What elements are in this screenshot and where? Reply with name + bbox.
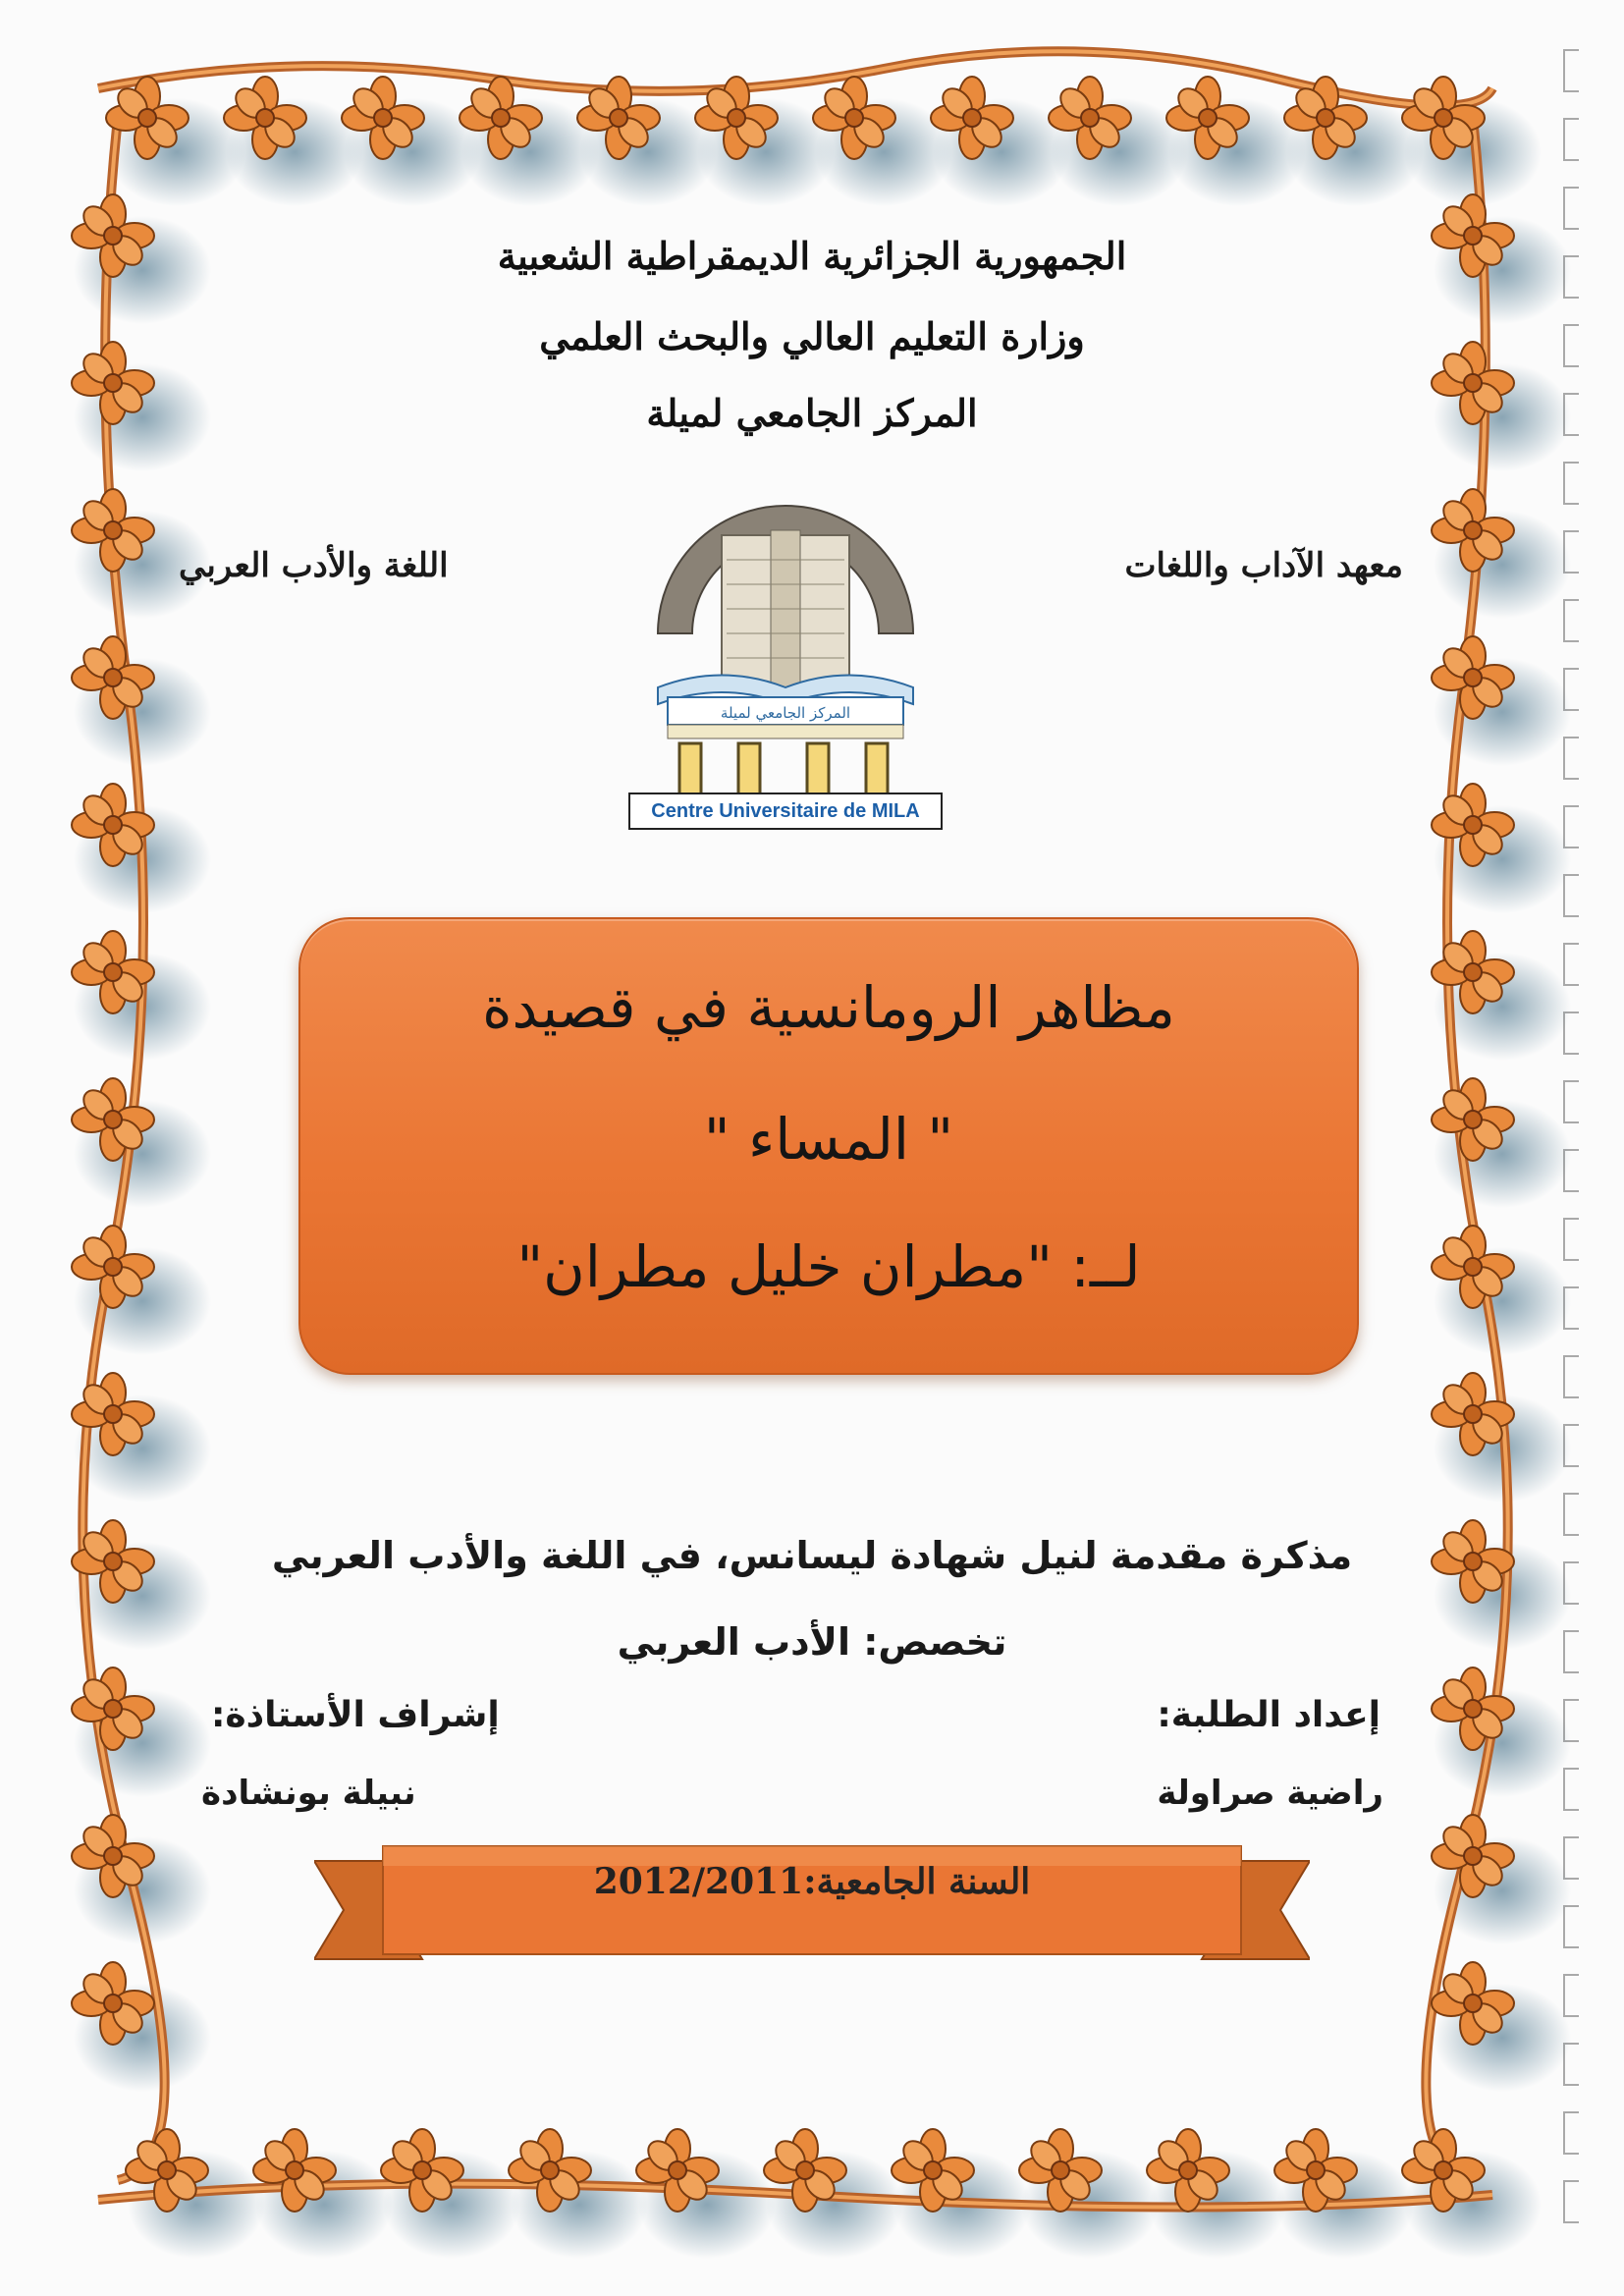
institute-label: معهد الآداب واللغات <box>1124 546 1403 585</box>
logo-arabic-text: المركز الجامعي لميلة <box>720 704 851 722</box>
memo-line-2: تخصص: الأدب العربي <box>617 1620 1007 1664</box>
header-republic: الجمهورية الجزائرية الديمقراطية الشعبية <box>497 234 1127 278</box>
title-line-3: لــ: "مطران خليل مطران" <box>516 1233 1141 1300</box>
year-ribbon <box>314 1827 1310 1984</box>
title-line-1: مظاهر الرومانسية في قصيدة <box>482 974 1175 1041</box>
student-name: راضية صراولة <box>1157 1774 1383 1813</box>
supervised-by-label: إشراف الأستاذة: <box>211 1695 500 1735</box>
logo-caption: Centre Universitaire de MILA <box>628 793 943 830</box>
prepared-by-label: إعداد الطلبة: <box>1157 1695 1380 1735</box>
university-logo <box>628 486 943 830</box>
logo-building-graphic <box>628 486 943 796</box>
header-ministry: وزارة التعليم العالي والبحث العلمي <box>539 314 1085 358</box>
title-line-2: " المساء " <box>703 1106 954 1173</box>
supervisor-name: نبيلة بونشادة <box>201 1774 416 1813</box>
academic-year: السنة الجامعية:2012/2011 <box>593 1861 1031 1902</box>
memo-line-1: مذكرة مقدمة لنيل شهادة ليسانس، في اللغة والأدب العربي <box>271 1534 1353 1577</box>
department-label: اللغة والأدب العربي <box>179 546 449 585</box>
header-center: المركز الجامعي لميلة <box>646 391 978 435</box>
title-box <box>298 917 1359 1375</box>
